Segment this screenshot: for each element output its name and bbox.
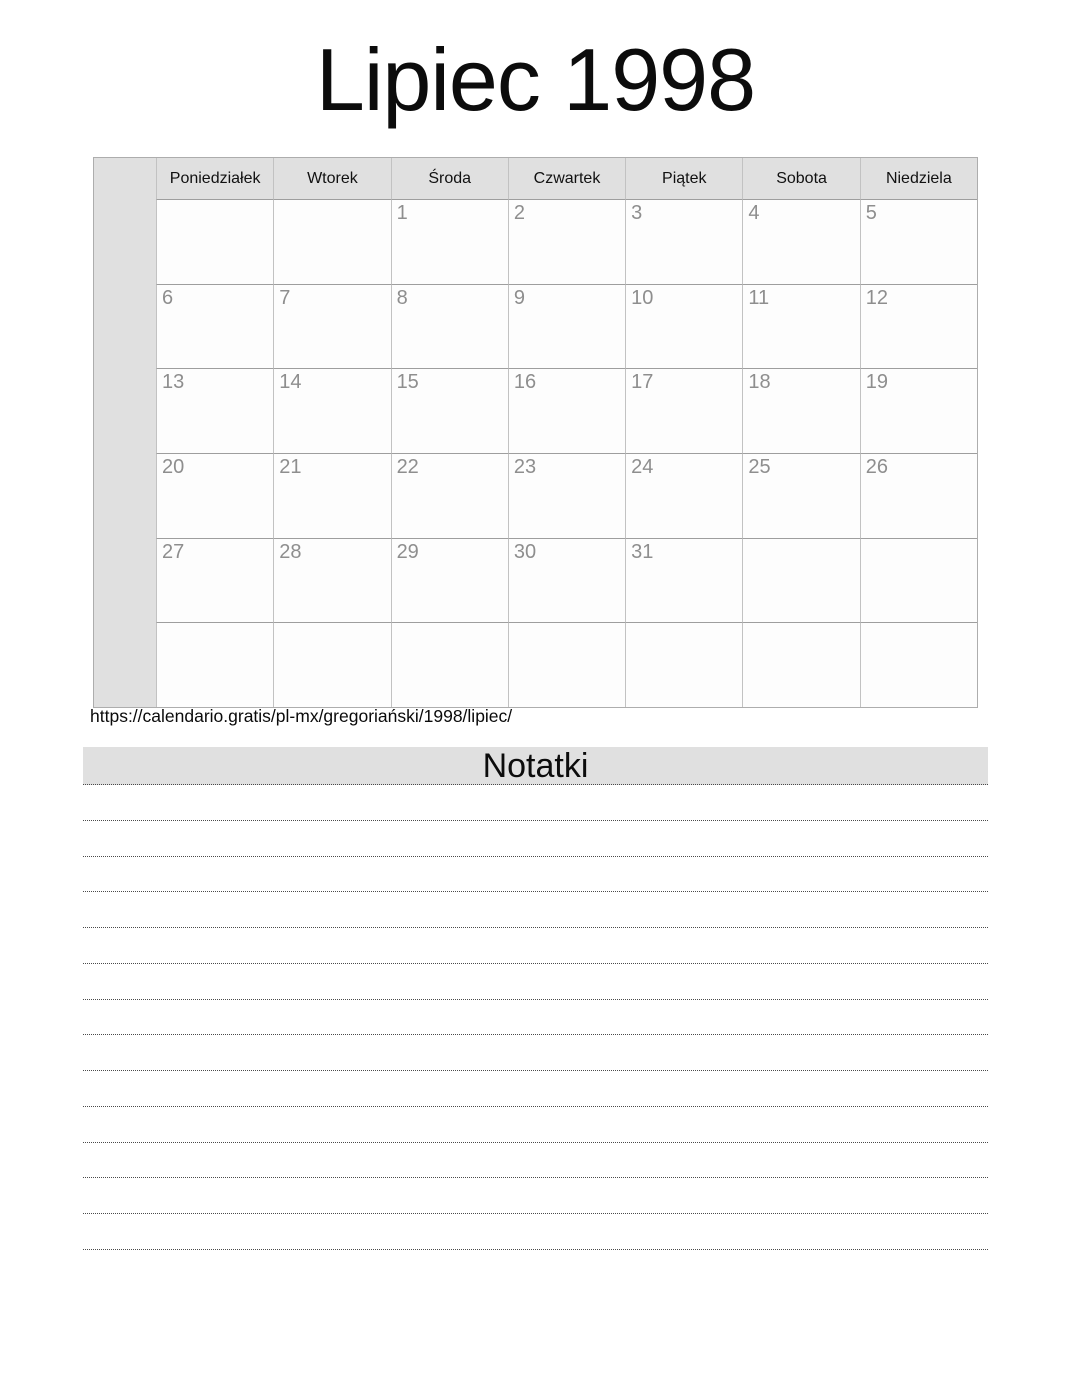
day-cell: [508, 622, 625, 707]
note-line: [83, 892, 988, 928]
week-number-column: [94, 158, 156, 707]
day-number: 30: [513, 540, 537, 563]
day-number: 29: [396, 540, 419, 563]
day-number: 9: [513, 286, 525, 309]
day-cell: [391, 284, 508, 369]
day-cell: [625, 453, 742, 538]
note-line: [83, 785, 988, 821]
day-number: 27: [162, 540, 185, 563]
day-cell: [273, 538, 390, 623]
day-cell: [508, 284, 625, 369]
day-cell: [156, 368, 273, 453]
day-cell: [625, 199, 742, 284]
notes-header: [83, 747, 988, 785]
day-cell: [625, 284, 742, 369]
day-number: 31: [631, 540, 654, 563]
day-cell: [391, 622, 508, 707]
day-number: 10: [631, 286, 654, 309]
day-cell: [391, 453, 508, 538]
day-cell: [742, 538, 859, 623]
weekday-header-saturday: Sobota: [742, 158, 859, 199]
day-cell: [156, 622, 273, 707]
note-line: [83, 1214, 988, 1250]
note-line: [83, 1035, 988, 1071]
weekday-header-wednesday: Środa: [391, 158, 508, 199]
note-line: [83, 1107, 988, 1143]
note-line: [83, 1143, 988, 1179]
day-cell: [742, 453, 859, 538]
note-line: [83, 1178, 988, 1214]
notes-title: Notatki: [482, 747, 589, 785]
day-cell: [273, 284, 390, 369]
day-cell: [508, 538, 625, 623]
day-cell: [156, 453, 273, 538]
weekday-header-thursday: Czwartek: [508, 158, 625, 199]
day-cell: [391, 368, 508, 453]
day-number: 12: [865, 286, 888, 309]
day-cell: [742, 199, 859, 284]
day-cell: [742, 622, 859, 707]
day-number: 4: [748, 202, 760, 224]
day-cell: [273, 622, 390, 707]
day-cell: [860, 622, 977, 707]
day-number: 19: [865, 371, 888, 394]
day-cell: [508, 453, 625, 538]
day-cell: [273, 368, 390, 453]
day-number: 1: [396, 202, 408, 224]
weekday-header-tuesday: Wtorek: [273, 158, 390, 199]
day-number: 25: [748, 455, 771, 478]
weekday-header-sunday: Niedziela: [860, 158, 977, 199]
note-line: [83, 928, 988, 964]
day-number: 2: [513, 202, 525, 224]
day-cell: [625, 538, 742, 623]
note-line: [83, 857, 988, 893]
day-cell: [625, 368, 742, 453]
day-cell: [156, 199, 273, 284]
day-number: 3: [631, 202, 643, 224]
day-number: 13: [162, 371, 185, 394]
day-number: 22: [396, 455, 419, 478]
day-cell: [391, 538, 508, 623]
notes-lines-area: [83, 785, 988, 1250]
day-cell: [273, 453, 390, 538]
source-url: https://calendario.gratis/pl-mx/gregoriański/1998/lipiec/: [90, 706, 513, 726]
day-cell: [860, 538, 977, 623]
weekday-header-monday: Poniedziałek: [156, 158, 273, 199]
day-cell: [860, 453, 977, 538]
day-cell: [156, 284, 273, 369]
day-cell: [508, 368, 625, 453]
day-cell: [742, 284, 859, 369]
day-cell: [156, 538, 273, 623]
day-number: 26: [865, 455, 888, 478]
day-number: 6: [162, 286, 174, 309]
day-cell: [860, 284, 977, 369]
day-number: 24: [631, 455, 654, 478]
day-number: 17: [631, 371, 654, 394]
day-number: 15: [396, 371, 419, 394]
day-number: 16: [513, 371, 537, 394]
calendar-table: [93, 157, 978, 708]
day-cell: [860, 368, 977, 453]
day-number: 11: [748, 286, 770, 309]
day-cell: [742, 368, 859, 453]
day-number: 21: [279, 455, 302, 478]
day-number: 28: [279, 540, 302, 563]
day-number: 7: [279, 286, 291, 309]
note-line: [83, 1071, 988, 1107]
day-cell: [273, 199, 390, 284]
day-number: 23: [513, 455, 537, 478]
day-number: 18: [748, 371, 771, 394]
day-number: 8: [396, 286, 408, 309]
day-number: 14: [279, 371, 302, 394]
note-line: [83, 1000, 988, 1036]
day-number: 20: [162, 455, 185, 478]
day-cell: [860, 199, 977, 284]
note-line: [83, 821, 988, 857]
day-cell: [391, 199, 508, 284]
note-line: [83, 964, 988, 1000]
weekday-header-friday: Piątek: [625, 158, 742, 199]
day-number: 5: [865, 202, 877, 224]
day-cell: [625, 622, 742, 707]
day-cell: [508, 199, 625, 284]
page-title: Lipiec 1998: [315, 30, 756, 129]
